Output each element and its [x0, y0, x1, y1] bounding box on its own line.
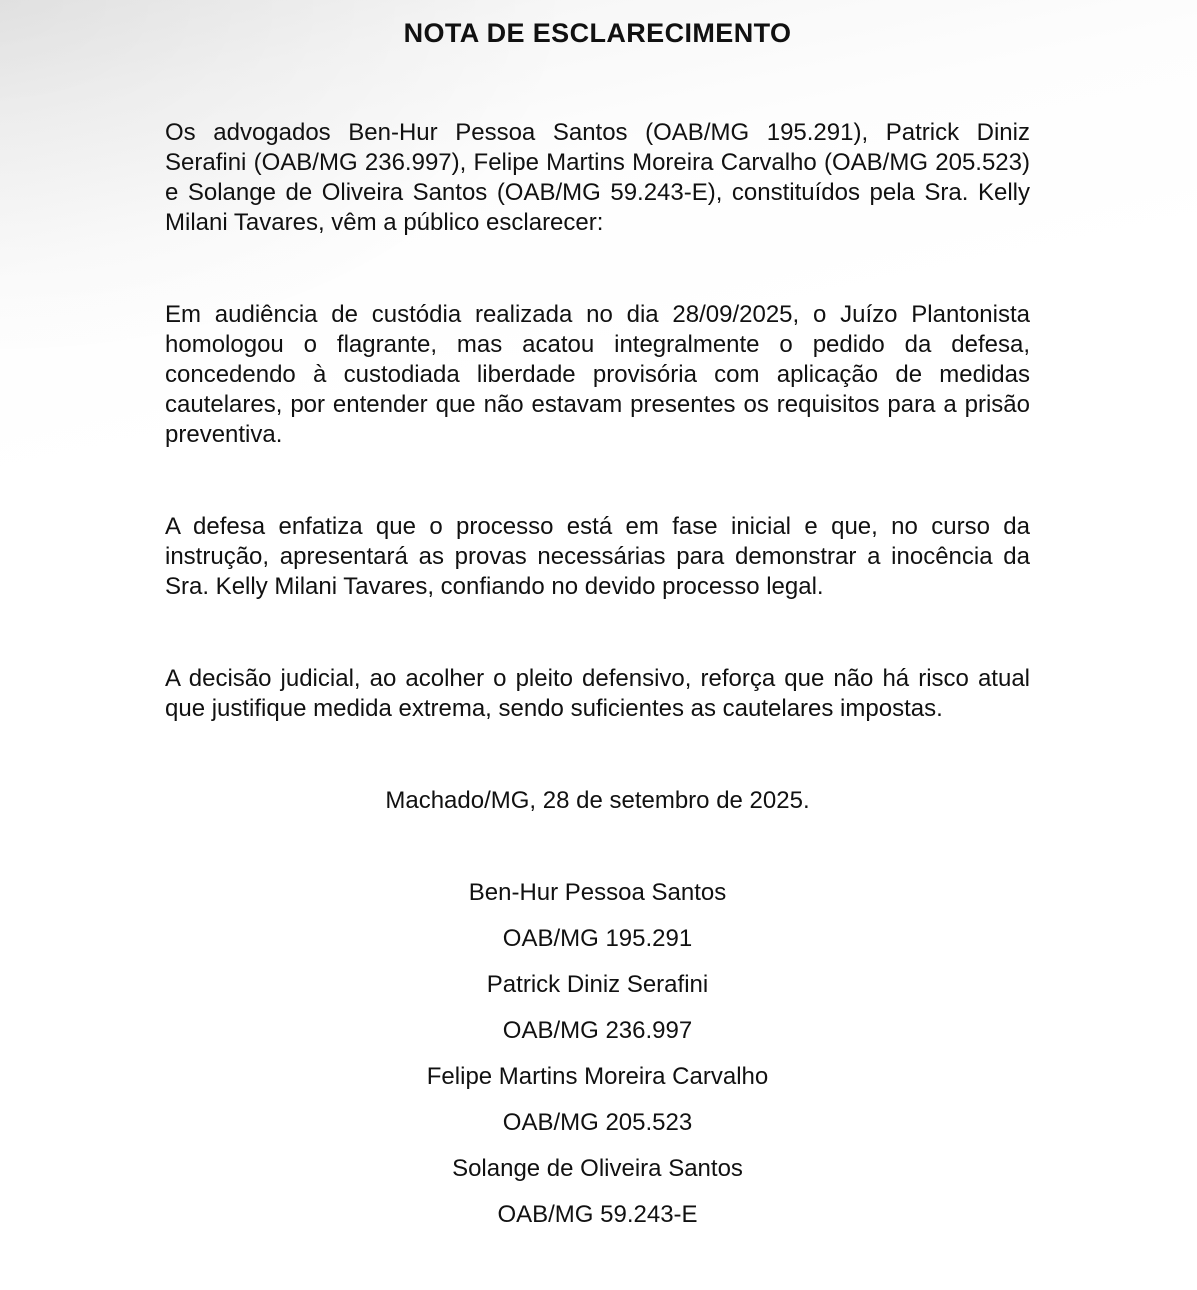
signature-name: Solange de Oliveira Santos — [452, 1155, 743, 1182]
signature-name: Patrick Diniz Serafini — [486, 971, 709, 998]
signature-block — [165, 878, 1030, 1230]
signature-oab: OAB/MG 195.291 — [502, 925, 693, 952]
signature-oab: OAB/MG 205.523 — [502, 1109, 693, 1136]
paragraph-lawyers-intro: Os advogados Ben-Hur Pessoa Santos (OAB/MG 195.291), Patrick Diniz Serafini (OAB/MG 236.997), Felipe Martins Moreira Carvalho (OAB/MG 205.523) e Solange de Oliveira Santos (OAB/MG 59.243-E), constituídos pela Sra. Kelly Milani Tavares, vêm a público esclarecer: — [165, 119, 1030, 236]
paragraph-custody-hearing: Em audiência de custódia realizada no dia 28/09/2025, o Juízo Plantonista homologou o flagrante, mas acatou integralmente o pedido da defesa, concedendo à custodiada liberdade provisória com aplicação de medidas cautelares, por entender que não estavam presentes os requisitos para a prisão preventiva. — [165, 301, 1030, 448]
paragraph-defense-emphasis: A defesa enfatiza que o processo está em fase inicial e que, no curso da instrução, apresentará as provas necessárias para demonstrar a inocência da Sra. Kelly Milani Tavares, confiando no devido processo legal. — [165, 513, 1030, 600]
signature-name: Ben-Hur Pessoa Santos — [468, 879, 727, 906]
paragraph-judicial-decision: A decisão judicial, ao acolher o pleito defensivo, reforça que não há risco atual que justifique medida extrema, sendo suficientes as cautelares impostas. — [165, 665, 1030, 722]
signature-oab: OAB/MG 236.997 — [502, 1017, 693, 1044]
signature-name: Felipe Martins Moreira Carvalho — [426, 1063, 769, 1090]
signature-oab: OAB/MG 59.243-E — [497, 1201, 698, 1228]
dateline: Machado/MG, 28 de setembro de 2025. — [385, 787, 810, 814]
document-title: NOTA DE ESCLARECIMENTO — [403, 18, 792, 48]
